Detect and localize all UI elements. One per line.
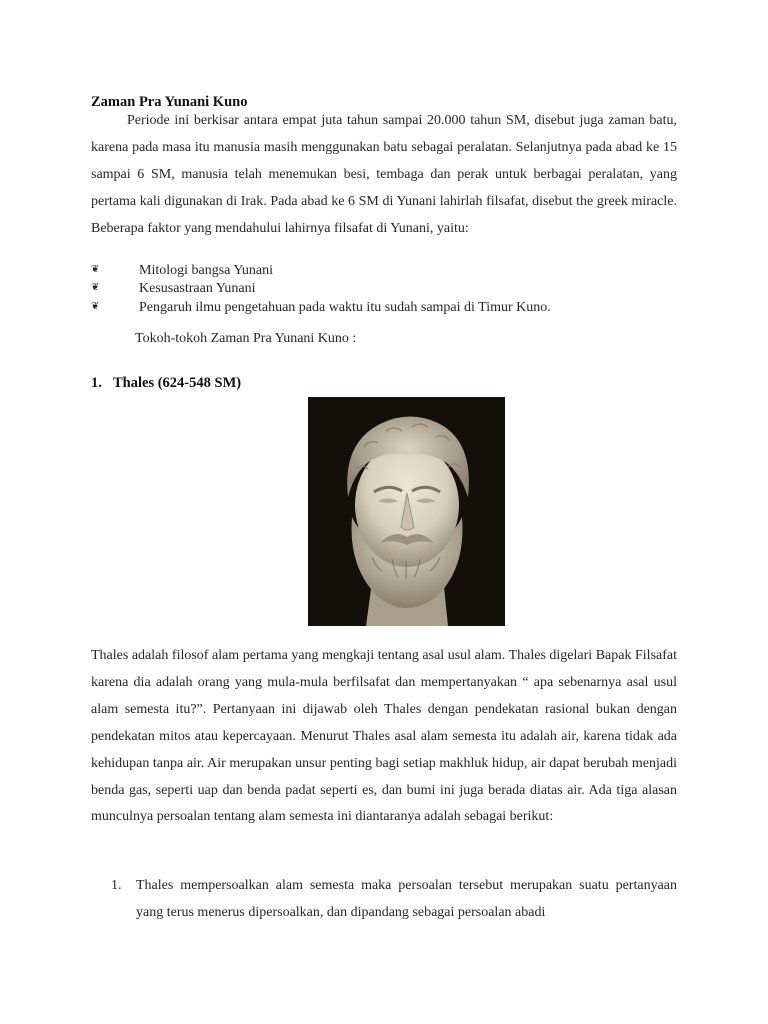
list-item [91, 280, 691, 298]
factor-text: Kesusastraan Yunani [139, 281, 256, 297]
reasons-list [111, 873, 677, 927]
reason-text: Thales mempersoalkan alam semesta maka persoalan tersebut merupakan suatu pertanyaan yang terus menerus dipersoalkan, dan dipandang sebagai persoalan abadi [136, 878, 677, 920]
thales-bust-image [308, 397, 505, 626]
factor-text: Mitologi bangsa Yunani [139, 263, 274, 278]
document-title: Zaman Pra Yunani Kuno [91, 94, 248, 110]
fleuron-bullet-icon: ❦ [91, 264, 100, 275]
list-item [91, 299, 691, 317]
reason-number: 1. [111, 878, 122, 893]
section-title: Thales (624-548 SM) [113, 375, 242, 391]
fleuron-bullet-icon: ❦ [91, 282, 100, 294]
fleuron-bullet-icon: ❦ [91, 300, 100, 312]
list-item [111, 873, 677, 927]
intro-paragraph: Periode ini berkisar antara empat juta tahun sampai 20.000 tahun SM, disebut juga zaman batu, karena pada masa itu manusia masih menggunakan batu sebagai peralatan. Selanjutnya pada abad ke 15 sampai 6 SM, manusia telah menemukan besi, tembaga dan perak untuk berbagai peralatan, yang pertama kali digunakan di Irak. Pada abad ke 6 SM di Yunani lahirlah filsafat, disebut the greek miracle. Beberapa faktor yang mendahului lahirnya filsafat di Yunani, yaitu: [91, 113, 677, 236]
section-heading [91, 375, 241, 392]
figures-intro: Tokoh-tokoh Zaman Pra Yunani Kuno : [135, 331, 357, 346]
list-item [91, 262, 691, 280]
thales-paragraph: Thales adalah filosof alam pertama yang mengkaji tentang asal usul alam. Thales digelari Bapak Filsafat karena dia adalah orang yang mula-mula berfilsafat dan mempertanyakan “ apa sebenarnya asal usul alam semesta itu?”. Pertanyaan ini dijawab oleh Thales dengan pendekatan rasional bukan dengan pendekatan mitos atau kepercayaan. Menurut Thales asal alam semesta itu adalah air, karena tidak ada kehidupan tanpa air. Air merupakan unsur penting bagi setiap makhluk hidup, air dapat berubah menjadi benda gas, seperti uap dan benda padat seperti es, dan bumi ini juga berada diatas air. Ada tiga alasan munculnya persoalan tentang alam semesta ini diantaranya adalah sebagai berikut: [91, 648, 677, 825]
factors-list [91, 262, 691, 317]
section-number: 1. [91, 375, 102, 391]
factor-text: Pengaruh ilmu pengetahuan pada waktu itu sudah sampai di Timur Kuno. [139, 299, 551, 315]
